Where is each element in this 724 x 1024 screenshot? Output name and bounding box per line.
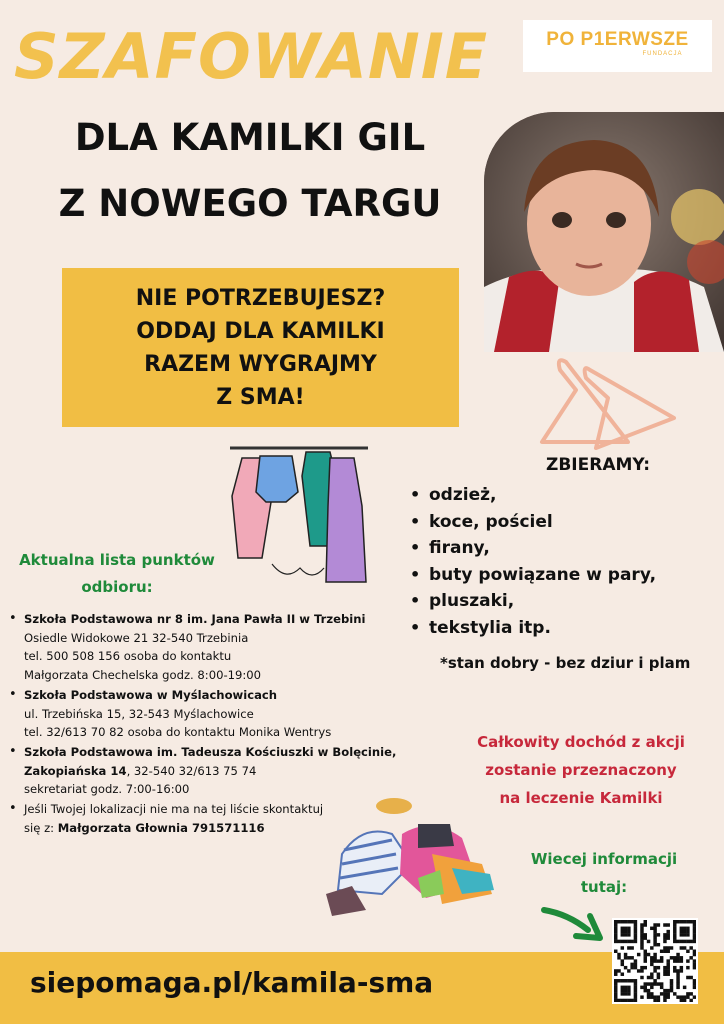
pickup-point	[6, 686, 411, 742]
list-item: • koce, pościel	[410, 509, 656, 536]
pickup-point-line: Osiedle Widokowe 21 32-540 Trzebinia	[24, 630, 249, 645]
pickup-heading-line-2: odbioru:	[81, 578, 153, 596]
contact-person: Małgorzata Głownia 791571116	[57, 820, 265, 835]
appeal-line: Z SMA!	[216, 385, 305, 410]
list-item: • pluszaki,	[410, 588, 656, 615]
hangers-icon	[536, 356, 682, 452]
subtitle-line-1: DLA KAMILKI GIL	[74, 116, 426, 159]
appeal-line: ODDAJ DLA KAMILKI	[136, 319, 385, 344]
arrow-icon	[540, 904, 606, 944]
child-photo	[484, 112, 724, 352]
footer-url-link[interactable]: siepomaga.pl/kamila-sma	[30, 966, 434, 999]
list-item: • tekstylia itp.	[410, 615, 656, 642]
condition-note: *stan dobry - bez dziur i plam	[440, 654, 691, 672]
contact-note-prefix: się z:	[24, 820, 58, 835]
clothes-pile-icon	[322, 794, 498, 918]
pickup-point-name: • Szkoła Podstawowa nr 8 im. Jana Pawła II w Trzebini	[24, 612, 366, 626]
logo-sub-text: FUNDACJA	[642, 51, 683, 57]
appeal-line: NIE POTRZEBUJESZ?	[135, 286, 386, 311]
poster-title: SZAFOWANIE	[14, 20, 489, 93]
foundation-logo	[523, 20, 712, 72]
list-item: • odzież,	[410, 482, 656, 509]
collect-heading: ZBIERAMY:	[546, 455, 651, 475]
logo-main-text: PO P1ERWSZE	[546, 29, 689, 50]
collect-list	[410, 482, 656, 641]
list-item: • firany,	[410, 535, 656, 562]
contact-note-line: • Jeśli Twojej lokalizacji nie ma na tej liście skontaktuj	[24, 802, 324, 817]
pickup-point-name: • Szkoła Podstawowa w Myślachowicach	[24, 687, 278, 702]
pickup-point-line: Małgorzata Chechelska godz. 8:00-19:00	[24, 668, 262, 683]
appeal-line: RAZEM WYGRAJMY	[144, 352, 377, 377]
subtitle-line-2: Z NOWEGO TARGU	[58, 182, 442, 225]
pickup-point-line: tel. 500 508 156 osoba do kontaktu	[24, 649, 232, 664]
more-info-line-2: tutaj:	[580, 878, 628, 896]
pickup-point	[6, 610, 411, 685]
donation-line: Całkowity dochód z akcji	[477, 733, 685, 751]
more-info-note	[518, 845, 690, 901]
donation-line: zostanie przeznaczony	[485, 761, 677, 779]
pickup-point	[6, 743, 411, 799]
appeal-box	[62, 268, 459, 427]
qr-code-icon[interactable]	[612, 918, 698, 1004]
pickup-point-line: tel. 32/613 70 82 osoba do kontaktu Monika Wentrys	[24, 725, 332, 740]
more-info-line-1: Wiecej informacji	[530, 850, 678, 868]
pickup-point-name: Szkoła Podstawowa im. Tadeusza Kościuszki w Bolęcinie, Zakopiańska 14	[24, 744, 397, 778]
pickup-heading-line-1: Aktualna lista punktów	[19, 551, 215, 569]
clothes-rack-icon	[226, 436, 372, 586]
donation-line: na leczenie Kamilki	[499, 789, 663, 807]
pickup-heading	[8, 547, 226, 601]
list-item: • buty powiązane w pary,	[410, 562, 656, 589]
pickup-point-phone: , 32-540 32/613 75 74	[126, 763, 257, 778]
pickup-point-line: sekretariat godz. 7:00-16:00	[24, 782, 190, 797]
pickup-point-line: ul. Trzebińska 15, 32-543 Myślachowice	[24, 706, 254, 721]
